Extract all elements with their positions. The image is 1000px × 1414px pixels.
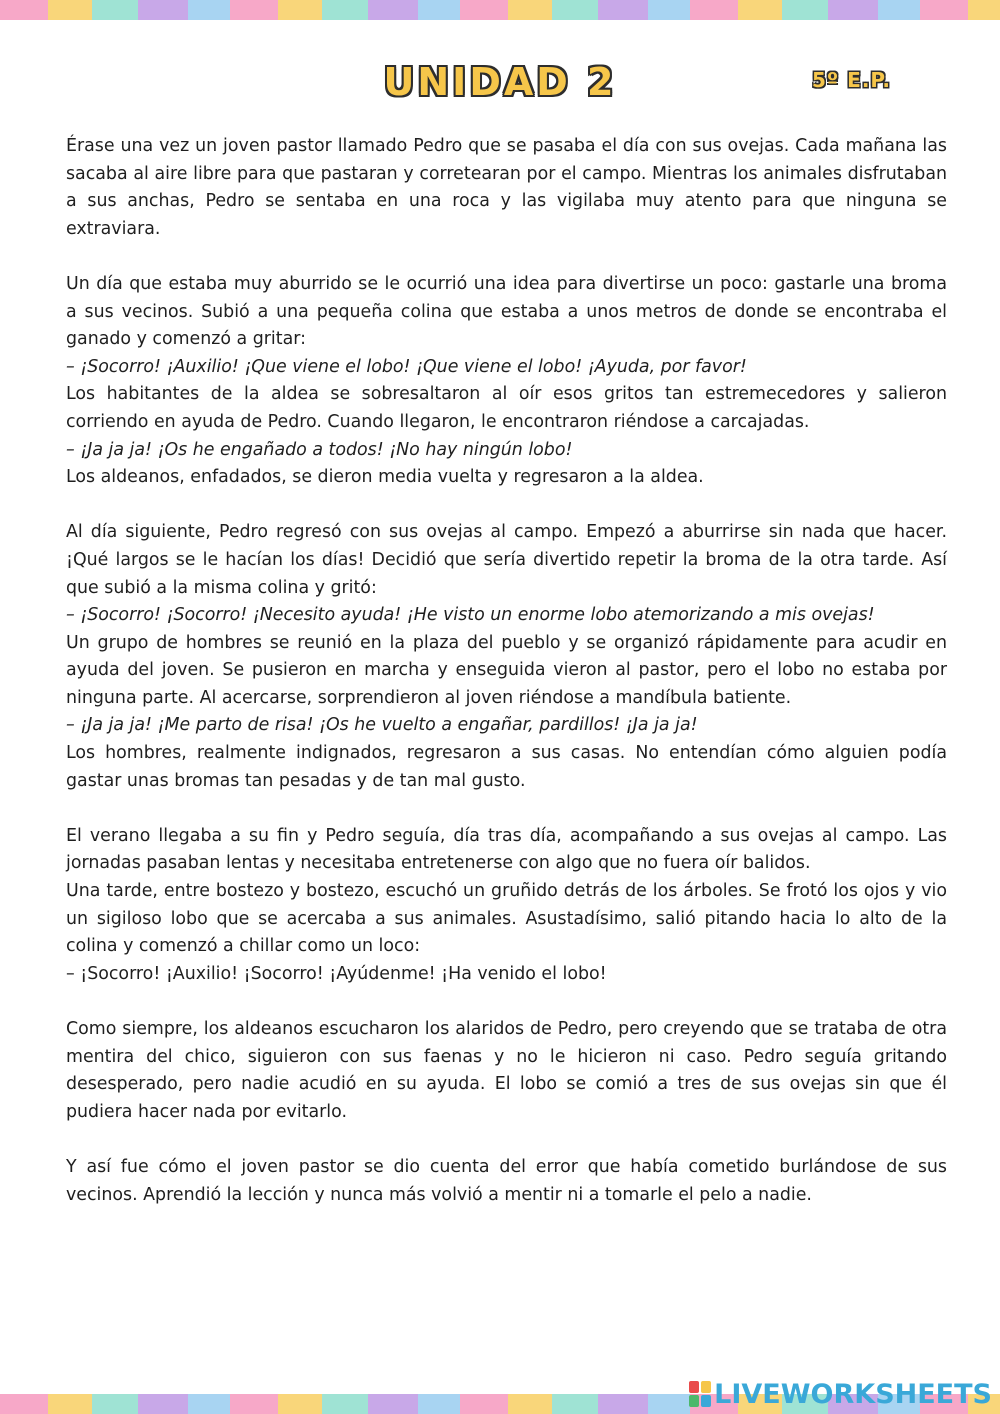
stripe-segment xyxy=(0,0,48,20)
narration-line: Como siempre, los aldeanos escucharon los alaridos de Pedro, pero creyendo que se trataba de otra mentira del chico, siguieron con sus faenas y no le hicieron ni caso. Pedro seguía gritando desesperado, pero nadie acudió en su ayuda. El lobo se comió a tres de sus ovejas sin que él pudiera hacer nada por evitarlo. xyxy=(66,1019,947,1122)
narration-line: Una tarde, entre bostezo y bostezo, escuchó un gruñido detrás de los árboles. Se frotó los ojos y vio un sigiloso lobo que se acercaba a sus animales. Asustadísimo, salió pitando hacia lo alto de la colina y comenzó a chillar como un loco: xyxy=(66,881,947,957)
top-color-stripe xyxy=(0,0,1000,20)
stripe-segment xyxy=(460,1394,508,1414)
stripe-segment xyxy=(0,1394,48,1414)
stripe-segment xyxy=(598,1394,648,1414)
stripe-segment xyxy=(648,1394,690,1414)
stripe-segment xyxy=(278,1394,322,1414)
stripe-segment xyxy=(278,0,322,20)
stripe-segment xyxy=(230,1394,278,1414)
logo-square xyxy=(701,1395,711,1407)
liveworksheets-brand[interactable] xyxy=(689,1378,992,1410)
stripe-segment xyxy=(968,0,1000,20)
logo-square xyxy=(701,1381,711,1393)
logo-square xyxy=(689,1395,699,1407)
narration-line: Los hombres, realmente indignados, regresaron a sus casas. No entendían cómo alguien podía gastar unas bromas tan pesadas y de tan mal gusto. xyxy=(66,743,947,791)
stripe-segment xyxy=(508,1394,552,1414)
stripe-segment xyxy=(188,1394,230,1414)
stripe-segment xyxy=(828,0,878,20)
stripe-segment xyxy=(508,0,552,20)
paragraph-gap xyxy=(66,492,947,520)
narration-line: Los aldeanos, enfadados, se dieron media vuelta y regresaron a la aldea. xyxy=(66,467,704,488)
narration-line: – ¡Socorro! ¡Auxilio! ¡Socorro! ¡Ayúdenme! ¡Ha venido el lobo! xyxy=(66,963,607,984)
stripe-segment xyxy=(738,0,782,20)
narration-line: Al día siguiente, Pedro regresó con sus ovejas al campo. Empezó a aburrirse sin nada que hacer. ¡Qué largos se le hacían los días! Decidió que sería divertido repetir la broma de la otra tarde. Así que subió a la misma colina y gritó: xyxy=(66,522,947,598)
stripe-segment xyxy=(188,0,230,20)
stripe-segment xyxy=(552,1394,598,1414)
stripe-segment xyxy=(920,0,968,20)
stripe-segment xyxy=(322,1394,368,1414)
stripe-segment xyxy=(418,1394,460,1414)
paragraph-gap xyxy=(66,243,947,271)
stripe-segment xyxy=(552,0,598,20)
stripe-segment xyxy=(322,0,368,20)
paragraph-gap xyxy=(66,795,947,823)
narration-line: El verano llegaba a su fin y Pedro seguía, día tras día, acompañando a sus ovejas al campo. Las jornadas pasaban lentas y necesitaba entretenerse con algo que no fuera oír balidos. xyxy=(66,825,947,874)
stripe-segment xyxy=(48,0,92,20)
narration-line: Y así fue cómo el joven pastor se dio cuenta del error que había cometido burlándose de sus vecinos. Aprendió la lección y nunca más volvió a mentir ni a tomarle el pelo a nadie. xyxy=(66,1156,947,1205)
dialog-line: – ¡Ja ja ja! ¡Os he engañado a todos! ¡No hay ningún lobo! xyxy=(66,439,573,460)
stripe-segment xyxy=(460,0,508,20)
stripe-segment xyxy=(418,0,460,20)
story-text xyxy=(66,133,947,1209)
stripe-segment xyxy=(598,0,648,20)
unit-title: UNIDAD 2 xyxy=(383,60,617,104)
stripe-segment xyxy=(368,0,418,20)
stripe-segment xyxy=(138,1394,188,1414)
logo-square xyxy=(689,1381,699,1393)
dialog-line: – ¡Ja ja ja! ¡Me parto de risa! ¡Os he vuelto a engañar, pardillos! ¡Ja ja ja! xyxy=(66,715,698,736)
stripe-segment xyxy=(92,0,138,20)
paragraph-gap xyxy=(66,988,947,1016)
stripe-segment xyxy=(368,1394,418,1414)
stripe-segment xyxy=(690,0,738,20)
narration-line: Un día que estaba muy aburrido se le ocurrió una idea para divertirse un poco: gastarle una broma a sus vecinos. Subió a una pequeña colina que estaba a unos metros de donde se encontraba el ganado y comenzó a gritar: xyxy=(66,273,947,350)
stripe-segment xyxy=(648,0,690,20)
dialog-line: – ¡Socorro! ¡Socorro! ¡Necesito ayuda! ¡He visto un enorme lobo atemorizando a mis ovejas! xyxy=(66,605,875,626)
narration-line: Un grupo de hombres se reunió en la plaza del pueblo y se organizó rápidamente para acudir en ayuda del joven. Se pusieron en marcha y enseguida vieron al pastor, pero el lobo no estaba por ninguna parte. Al acercarse, sorprendieron al joven riéndose a mandíbula batiente. xyxy=(66,632,947,708)
liveworksheets-logo-icon xyxy=(689,1381,711,1407)
stripe-segment xyxy=(48,1394,92,1414)
stripe-segment xyxy=(230,0,278,20)
stripe-segment xyxy=(782,0,828,20)
grade-label: 5º E.P. xyxy=(812,68,892,92)
brand-name: LIVEWORKSHEETS xyxy=(714,1378,992,1410)
stripe-segment xyxy=(92,1394,138,1414)
narration-line: Los habitantes de la aldea se sobresaltaron al oír esos gritos tan estremecedores y salieron corriendo en ayuda de Pedro. Cuando llegaron, le encontraron riéndose a carcajadas. xyxy=(66,384,947,432)
stripe-segment xyxy=(138,0,188,20)
narration-line: Érase una vez un joven pastor llamado Pedro que se pasaba el día con sus ovejas. Cada mañana las sacaba al aire libre para que pastaran y corretearan por el campo. Mientras los animales disfrutaban a sus anchas, Pedro se sentaba en una roca y las vigilaba muy atento para que ninguna se extraviara. xyxy=(66,136,947,239)
stripe-segment xyxy=(878,0,920,20)
dialog-line: – ¡Socorro! ¡Auxilio! ¡Que viene el lobo! ¡Que viene el lobo! ¡Ayuda, por favor! xyxy=(66,356,747,377)
paragraph-gap xyxy=(66,1126,947,1154)
